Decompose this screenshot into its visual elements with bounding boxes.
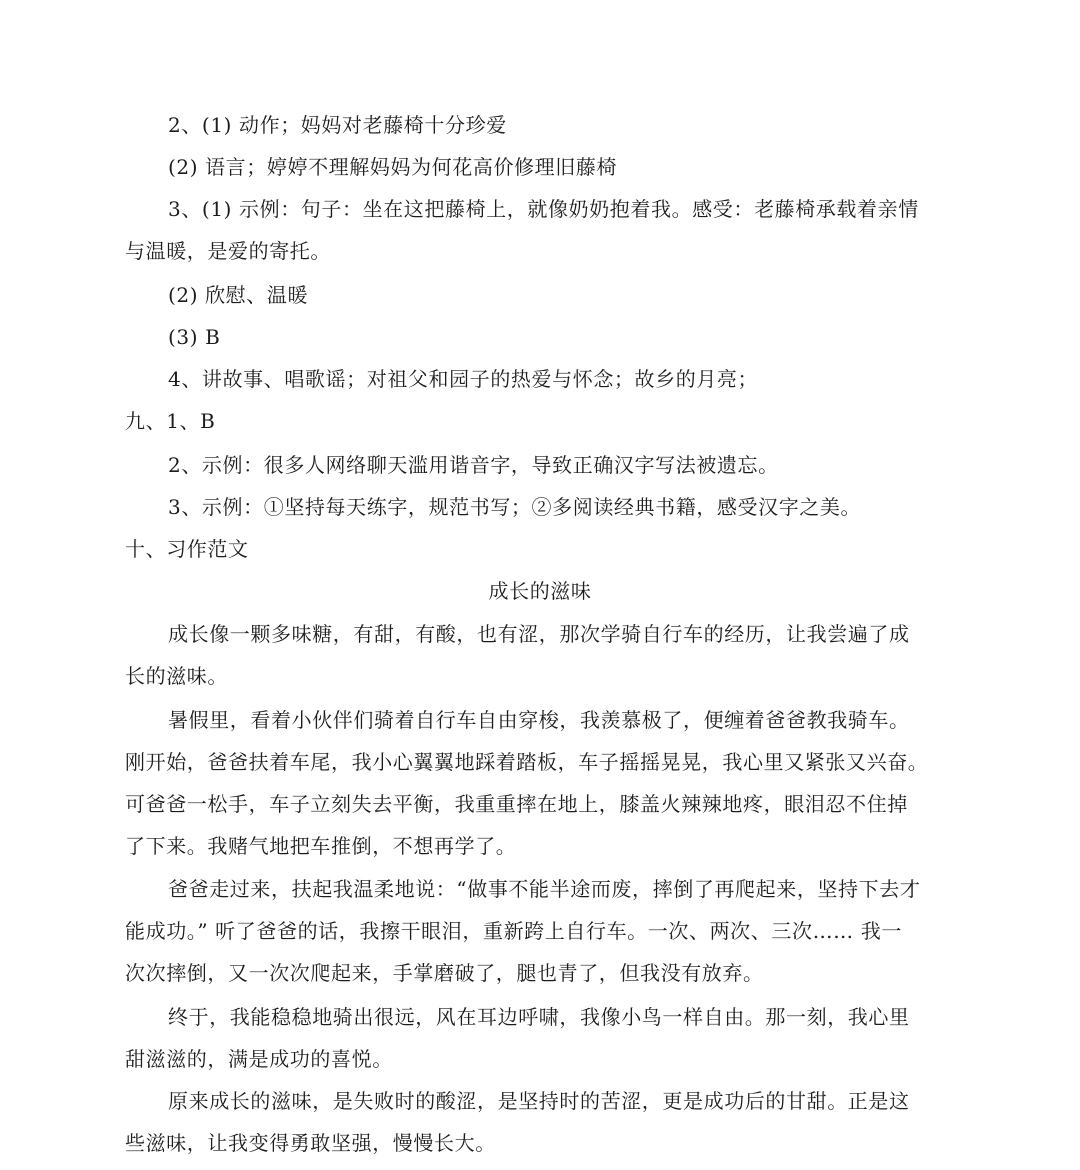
essay-line: 能成功。” 听了爸爸的话，我擦干眼泪，重新跨上自行车。一次、两次、三次…… 我一 bbox=[125, 919, 902, 943]
essay-line: 了下来。我赌气地把车推倒，不想再学了。 bbox=[125, 834, 517, 858]
answer-4: 4、讲故事、唱歌谣；对祖父和园子的热爱与怀念；故乡的月亮； bbox=[168, 367, 759, 391]
essay-line: 原来成长的滋味，是失败时的酸涩，是坚持时的苦涩，更是成功后的甘甜。正是这 bbox=[168, 1089, 910, 1113]
section-10-heading: 十、习作范文 bbox=[125, 537, 249, 561]
answer-3-1-line-1: 3、(1) 示例：句子：坐在这把藤椅上，就像奶奶抱着我。感受：老藤椅承载着亲情 bbox=[168, 197, 919, 221]
essay-line: 次次摔倒，又一次次爬起来，手掌磨破了，腿也青了，但我没有放弃。 bbox=[125, 961, 764, 985]
essay-line: 甜滋滋的，满是成功的喜悦。 bbox=[125, 1047, 393, 1071]
essay-line: 可爸爸一松手，车子立刻失去平衡，我重重摔在地上，膝盖火辣辣地疼，眼泪忍不住掉 bbox=[125, 792, 908, 816]
answer-3-2: (2) 欣慰、温暖 bbox=[168, 283, 309, 307]
essay-line: 成长像一颗多味糖，有甜，有酸，也有涩，那次学骑自行车的经历，让我尝遍了成 bbox=[168, 622, 910, 646]
answer-3-1-line-2: 与温暖，是爱的寄托。 bbox=[125, 239, 331, 263]
section-9-answer-1: 九、1、B bbox=[125, 409, 216, 433]
answer-2-1: 2、(1) 动作；妈妈对老藤椅十分珍爱 bbox=[168, 113, 507, 137]
essay-line: 暑假里，看着小伙伴们骑着自行车自由穿梭，我羡慕极了，便缠着爸爸教我骑车。 bbox=[168, 708, 910, 732]
essay-line: 爸爸走过来，扶起我温柔地说：“做事不能半途而废，摔倒了再爬起来，坚持下去才 bbox=[168, 877, 921, 901]
answer-2-2: (2) 语言；婷婷不理解妈妈为何花高价修理旧藤椅 bbox=[168, 155, 618, 179]
essay-line: 长的滋味。 bbox=[125, 664, 228, 688]
essay-line: 刚开始，爸爸扶着车尾，我小心翼翼地踩着踏板，车子摇摇晃晃，我心里又紧张又兴奋。 bbox=[125, 750, 929, 774]
essay-line: 些滋味，让我变得勇敢坚强，慢慢长大。 bbox=[125, 1131, 496, 1155]
essay-title: 成长的滋味 bbox=[488, 579, 592, 603]
essay-line: 终于，我能稳稳地骑出很远，风在耳边呼啸，我像小鸟一样自由。那一刻，我心里 bbox=[168, 1005, 910, 1029]
section-9-answer-2: 2、示例：很多人网络聊天滥用谐音字，导致正确汉字写法被遗忘。 bbox=[168, 453, 779, 477]
answer-3-3: (3) B bbox=[168, 325, 221, 349]
section-9-answer-3: 3、示例：①坚持每天练字，规范书写；②多阅读经典书籍，感受汉字之美。 bbox=[168, 495, 862, 519]
